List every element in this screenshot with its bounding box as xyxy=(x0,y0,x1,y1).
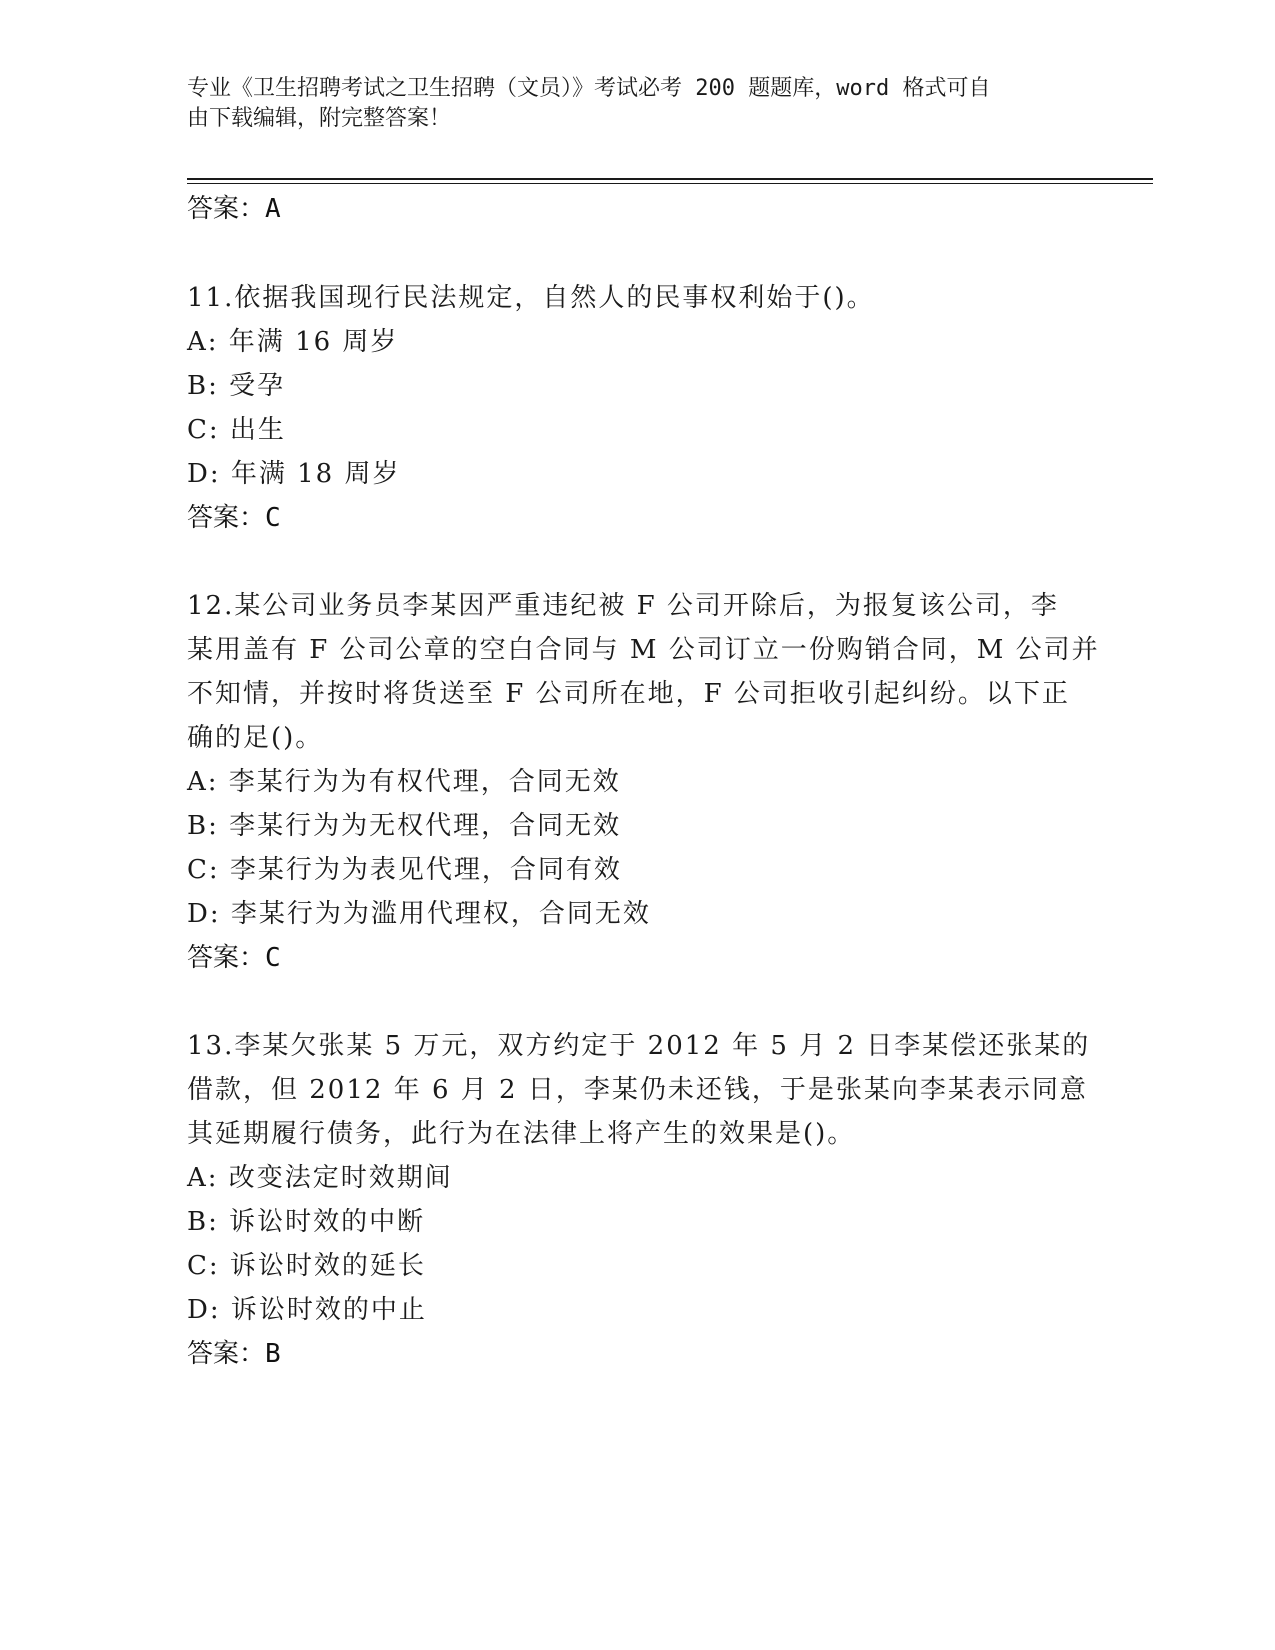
q13-stem-line-2: 借款，但 2012 年 6 月 2 日，李某仍未还钱，于是张某向李某表示同意 xyxy=(187,1075,1088,1105)
q13-stem-line-1: 13.李某欠张某 5 万元，双方约定于 2012 年 5 月 2 日李某偿还张某的 xyxy=(187,1031,1091,1061)
q12-option-a: A: 李某行为为有权代理，合同无效 xyxy=(187,767,621,797)
q12-answer: 答案：C xyxy=(187,943,281,973)
q13-option-a: A: 改变法定时效期间 xyxy=(187,1163,453,1193)
q11-answer: 答案：C xyxy=(187,503,281,533)
q12-option-c: C: 李某行为为表见代理，合同有效 xyxy=(187,855,622,885)
q11-option-c: C: 出生 xyxy=(187,415,286,445)
q12-stem-line-4: 确的足()。 xyxy=(187,723,324,753)
header-line-1: 专业《卫生招聘考试之卫生招聘（文员）》考试必考 200 题题库，word 格式可自 xyxy=(187,76,991,101)
header-line-2: 由下载编辑，附完整答案！ xyxy=(187,106,452,131)
q11-option-a: A: 年满 16 周岁 xyxy=(187,327,399,357)
q13-option-c: C: 诉讼时效的延长 xyxy=(187,1251,426,1281)
q13-stem-line-3: 其延期履行债务，此行为在法律上将产生的效果是()。 xyxy=(187,1119,856,1149)
q13-option-d: D: 诉讼时效的中止 xyxy=(187,1295,427,1325)
answer-prev: 答案：A xyxy=(187,194,281,224)
q12-stem-line-3: 不知情，并按时将货送至 F 公司所在地，F 公司拒收引起纠纷。以下正 xyxy=(187,679,1070,709)
q11-stem-line-1: 11.依据我国现行民法规定，自然人的民事权利始于()。 xyxy=(187,283,875,313)
document-header xyxy=(187,74,1067,134)
q11-option-b: B: 受孕 xyxy=(187,371,286,401)
q13-option-b: B: 诉讼时效的中断 xyxy=(187,1207,426,1237)
q13-answer: 答案：B xyxy=(187,1339,281,1369)
header-divider-thin xyxy=(187,183,1153,184)
header-divider-thick xyxy=(187,178,1153,180)
q11-option-d: D: 年满 18 周岁 xyxy=(187,459,401,489)
q12-option-d: D: 李某行为为滥用代理权，合同无效 xyxy=(187,899,651,929)
q12-stem-line-2: 某用盖有 F 公司公章的空白合同与 M 公司订立一份购销合同，M 公司并 xyxy=(187,635,1100,665)
q12-option-b: B: 李某行为为无权代理，合同无效 xyxy=(187,811,622,841)
q12-stem-line-1: 12.某公司业务员李某因严重违纪被 F 公司开除后，为报复该公司，李 xyxy=(187,591,1059,621)
